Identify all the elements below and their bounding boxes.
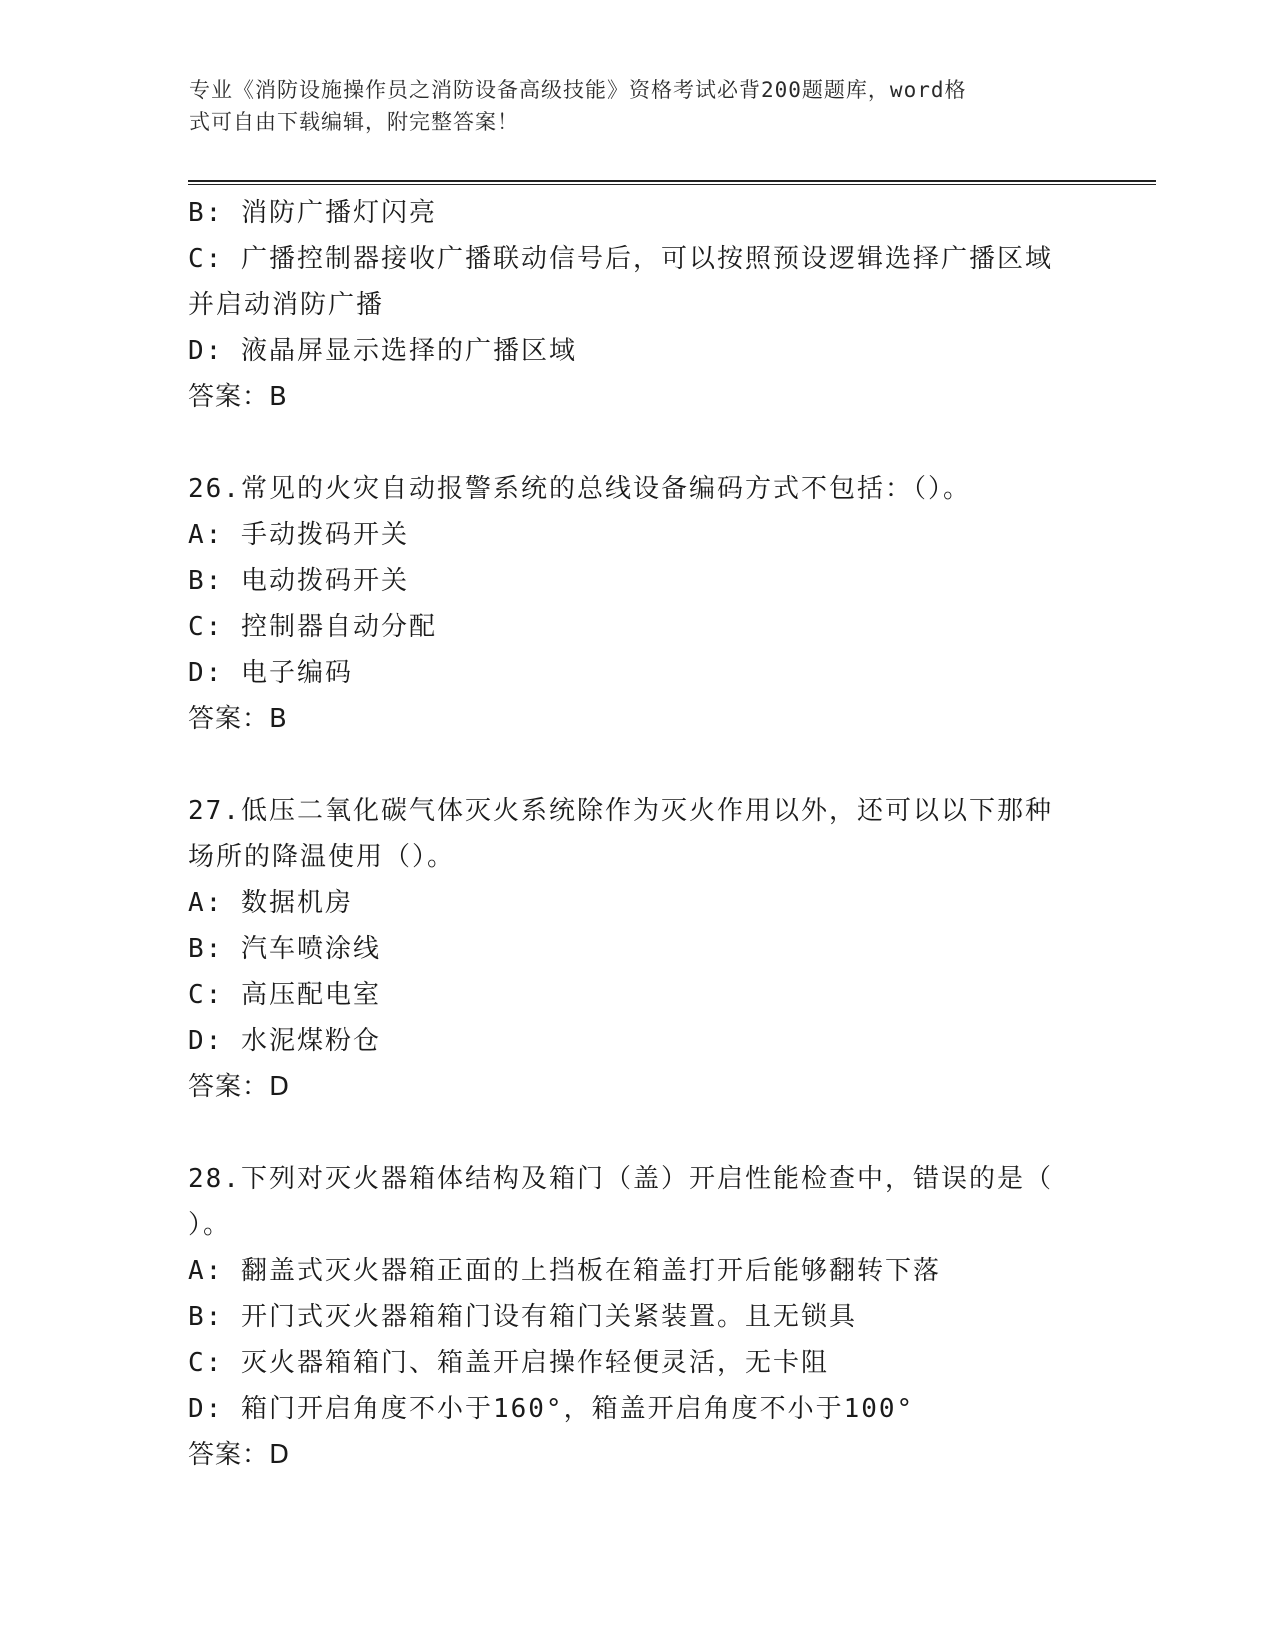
answer-line: 答案：B (188, 382, 288, 412)
document-header (189, 74, 1089, 138)
option-d: D: 电子编码 (188, 658, 353, 688)
option-b: B: 开门式灭火器箱箱门设有箱门关紧装置。且无锁具 (188, 1302, 857, 1332)
question-26 (188, 466, 1088, 742)
question-27 (188, 788, 1088, 1110)
spacer (188, 742, 1088, 788)
option-b: B: 汽车喷涂线 (188, 934, 381, 964)
answer-line: 答案：B (188, 704, 288, 734)
option-a: A: 数据机房 (188, 888, 353, 918)
question-28 (188, 1156, 1088, 1478)
question-content (188, 190, 1088, 1478)
answer-line: 答案：D (188, 1072, 291, 1102)
header-line-1: 专业《消防设施操作员之消防设备高级技能》资格考试必背200题题库，word格 (189, 78, 967, 102)
header-line-2: 式可自由下载编辑，附完整答案！ (189, 110, 519, 134)
option-c: C: 控制器自动分配 (188, 612, 437, 642)
option-a: A: 手动拨码开关 (188, 520, 409, 550)
option-c: C: 灭火器箱箱门、箱盖开启操作轻便灵活，无卡阻 (188, 1348, 829, 1378)
answer-line: 答案：D (188, 1440, 291, 1470)
question-stem: 26.常见的火灾自动报警系统的总线设备编码方式不包括：（）。 (188, 474, 971, 504)
option-c: C: 高压配电室 (188, 980, 381, 1010)
question-stem: 27.低压二氧化碳气体灭火系统除作为灭火作用以外，还可以以下那种 (188, 796, 1053, 826)
spacer (188, 420, 1088, 466)
option-c-continued: 并启动消防广播 (188, 290, 385, 320)
option-d: D: 水泥煤粉仓 (188, 1026, 381, 1056)
option-c: C: 广播控制器接收广播联动信号后，可以按照预设逻辑选择广播区域 (188, 244, 1053, 274)
option-a: A: 翻盖式灭火器箱正面的上挡板在箱盖打开后能够翻转下落 (188, 1256, 941, 1286)
option-b: B: 电动拨码开关 (188, 566, 409, 596)
option-d: D: 液晶屏显示选择的广播区域 (188, 336, 577, 366)
spacer (188, 1110, 1088, 1156)
option-d: D: 箱门开启角度不小于160°，箱盖开启角度不小于100° (188, 1394, 915, 1424)
option-b: B: 消防广播灯闪亮 (188, 198, 437, 228)
question-stem-continued: ）。 (188, 1210, 232, 1240)
header-divider (188, 180, 1156, 185)
question-stem: 28.下列对灭火器箱体结构及箱门（盖）开启性能检查中，错误的是（ (188, 1164, 1053, 1194)
question-stem-continued: 场所的降温使用（）。 (188, 842, 456, 872)
prev-question-block (188, 190, 1088, 420)
